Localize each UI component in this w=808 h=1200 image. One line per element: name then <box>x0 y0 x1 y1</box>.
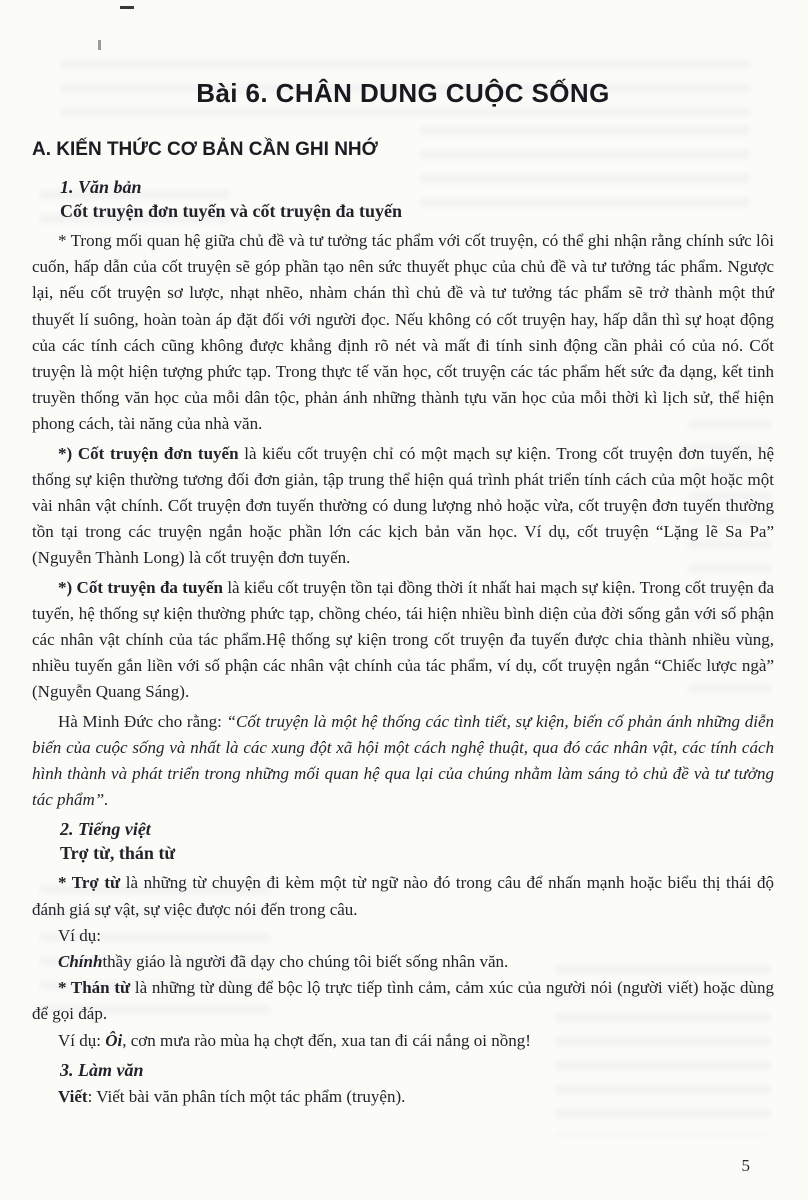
term-tro-tu: * Trợ từ <box>58 873 121 893</box>
paragraph-lam-van <box>32 1084 774 1110</box>
sentence-text: thầy giáo là người đã dạy cho chúng tôi biết sống nhân văn. <box>102 952 509 972</box>
paragraph-than-tu <box>32 975 774 1027</box>
term-viet: Viết <box>58 1086 88 1106</box>
paragraph-text: là kiểu cốt truyện tồn tại đồng thời ít nhất hai mạch sự kiện. Trong cốt truyện đa tuyến, hệ thống sự kiện thường phức tạp, chồng chéo, tái hiện nhiều bình diện của đời sống gắn với số phận các nhân vật chính của tác phẩm.Hệ thống sự kiện trong cốt truyện đa tuyến được chia thành nhiều vùng, nhiều tuyến gắn liền với số phận các nhân vật chính của tác phẩm, ví dụ, cốt truyện ngắn “Chiếc lược ngà” (Nguyễn Quang Sáng). <box>32 577 774 702</box>
sentence-text: , cơn mưa rào mùa hạ chợt đến, xua tan đi cái nắng oi nồng! <box>122 1030 531 1050</box>
section-3-heading: 3. Làm văn <box>60 1059 144 1080</box>
example-1-label <box>32 923 774 949</box>
quote-text: “Cốt truyện là một hệ thống các tình tiết, sự kiện, biến cố phản ánh những diễn biến của cuộc sống và nhất là các xung đột xã hội một cách nghệ thuật, qua đó các nhân vật, các tính cách hình thành và phát triển trong những mối quan hệ qua lại của chúng nhằm làm sáng tỏ chủ đề và tư tưởng tác phẩm”. <box>32 711 774 810</box>
example-1-sentence <box>32 949 774 975</box>
term-cot-truyen-da-tuyen: *) Cốt truyện đa tuyến <box>58 577 223 597</box>
section-2-heading: 2. Tiếng việt <box>60 819 151 840</box>
example-2-sentence <box>32 1028 774 1054</box>
section-1-heading: 1. Văn bản <box>60 177 142 197</box>
section-1-subheading: Cốt truyện đơn tuyến và cốt truyện đa tuyến <box>60 201 402 221</box>
page-number: 5 <box>741 1156 750 1175</box>
emphasized-word-oi: Ôi <box>105 1030 123 1050</box>
paragraph-plot-theme <box>32 228 774 438</box>
label-text: Ví dụ: <box>58 1030 106 1050</box>
term-than-tu: * Thán từ <box>58 978 131 998</box>
page-title: Bài 6. CHÂN DUNG CUỘC SỐNG <box>196 78 610 108</box>
quote-attribution: Hà Minh Đức cho rằng: <box>58 711 227 731</box>
section-2-subheading: Trợ từ, thán từ <box>60 843 176 864</box>
term-cot-truyen-don-tuyen: *) Cốt truyện đơn tuyến <box>58 443 239 463</box>
paragraph-don-tuyen <box>32 441 774 572</box>
paragraph-da-tuyen <box>32 575 774 706</box>
paragraph-text: là những từ dùng để bộc lộ trực tiếp tình cảm, cảm xúc của người nói (người viết) hoặc dùng để gọi đáp. <box>32 978 774 1024</box>
label-text: Ví dụ: <box>58 925 101 945</box>
paragraph-text: là những từ chuyện đi kèm một từ ngữ nào đó trong câu để nhấn mạnh hoặc biểu thị thái độ đánh giá sự vật, sự việc được nói đến trong câu. <box>32 873 775 919</box>
paragraph-text: * Trong mối quan hệ giữa chủ đề và tư tưởng tác phẩm với cốt truyện, có thể ghi nhận rằng chính sức lôi cuốn, hấp dẫn của cốt truyện sẽ góp phần tạo nên sức thuyết phục của chủ đề và tư tưởng tác phẩm. Ngược lại, nếu cốt truyện sơ lược, nhạt nhẽo, nhàm chán thì chủ đề và tư tưởng tác phẩm sẽ trở thành một thứ thuyết lí suông, hoàn toàn áp đặt đối với người đọc. Nếu không có cốt truyện hay, hấp dẫn thì sự hoạt động của các tính cách cũng không được khẳng định rõ nét và mất đi tính sinh động cần phải có của nó. Cốt truyện là một hiện tượng phức tạp. Trong thực tế văn học, cốt truyện các tác phẩm hết sức đa dạng, kết tinh truyền thống văn học của mỗi dân tộc, phản ánh những thành tựu văn học của mỗi thời kì lịch sử, thể hiện phong cách, tài năng của nhà văn. <box>32 231 774 434</box>
paragraph-ha-minh-duc-quote <box>32 709 774 814</box>
paragraph-tro-tu <box>32 870 774 922</box>
emphasized-word-chinh: Chính <box>58 952 103 972</box>
section-a-heading: A. KIẾN THỨC CƠ BẢN CẦN GHI NHỚ <box>32 139 378 160</box>
paragraph-text: : Viết bài văn phân tích một tác phẩm (truyện). <box>87 1086 406 1106</box>
paragraph-text: là kiểu cốt truyện chỉ có một mạch sự kiện. Trong cốt truyện đơn tuyến, hệ thống sự kiện thường tương đối đơn giản, tập trung thể hiện quá trình phát triển tính cách của một hoặc một vài nhân vật chính. Cốt truyện đơn tuyến thường có dung lượng nhỏ hoặc vừa, cốt truyện đơn tuyến thường tồn tại trong các truyện ngắn hoặc phần lớn các kịch bản văn học. Ví dụ, cốt truyện “Lặng lẽ Sa Pa” (Nguyễn Thành Long) là cốt truyện đơn tuyến. <box>32 443 774 568</box>
